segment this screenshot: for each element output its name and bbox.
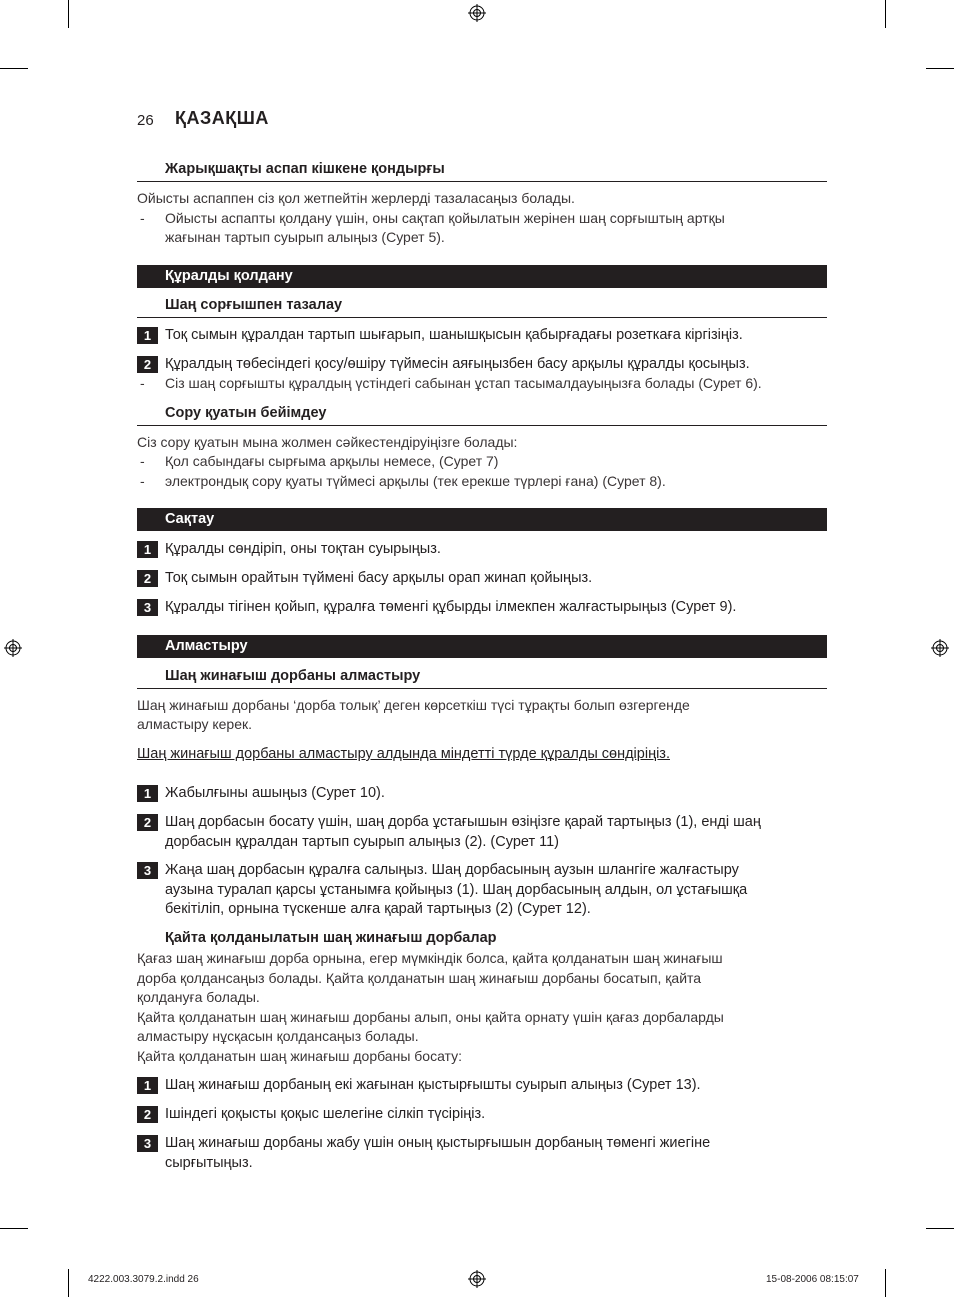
crop-mark [885,1269,886,1297]
section-bar [137,635,827,658]
paragraph: Шаң жинағыш дорбаны ‘дорба толық’ деген көрсеткіш түсі тұрақты болып өзгергенде [137,697,690,713]
step-number: 2 [137,356,158,373]
section-heading [137,297,827,318]
crop-mark [926,1228,954,1229]
registration-mark-icon [468,4,486,22]
footer-file-info: 4222.003.3079.2.indd 26 [88,1274,199,1285]
step-number: 2 [137,1106,158,1123]
section-heading-text: Шаң сорғышпен тазалау [165,297,343,313]
section-bar-title: Құралды қолдану [165,268,293,284]
registration-mark-icon [931,639,949,657]
section-heading [137,668,827,689]
paragraph: Қайта қолданатын шаң жинағыш дорбаны алып, оны қайта орнату үшін қағаз дорбаларды [137,1008,724,1025]
step-number: 1 [137,785,158,802]
section-bar [137,265,827,288]
section-heading [137,405,827,426]
paragraph: дорба қолдансаңыз болады. Қайта қолданатын шаң жинағыш дорбаны босатып, қайта [137,969,702,986]
crop-mark [0,68,28,69]
step-number: 2 [137,570,158,587]
crop-mark [68,1269,69,1297]
section-heading [137,161,827,182]
paragraph: алмастыру нұсқасын қолдансаңыз болады. [137,1028,419,1044]
crop-mark [926,68,954,69]
paragraph: Қайта қолданатын шаң жинағыш дорбаны босату: [137,1047,463,1064]
page-number: 26 [137,112,154,129]
paragraph: Сіз сору қуатын мына жолмен сәйкестендіруіңізге болады: [137,434,518,450]
language-title: ҚАЗАҚША [175,108,269,128]
warning-text: Шаң жинағыш дорбаны алмастыру алдында міндетті түрде құралды сөндіріңіз. [137,746,670,762]
footer-timestamp: 15-08-2006 08:15:07 [766,1274,859,1285]
section-bar [137,508,827,531]
paragraph: алмастыру керек. [137,716,253,732]
step-number: 3 [137,1135,158,1152]
crop-mark [0,1228,28,1229]
paragraph: қолдануға болады. [137,989,260,1005]
crop-mark [68,0,69,28]
registration-mark-icon [468,1270,486,1288]
section-heading-text: Шаң жинағыш дорбаны алмастыру [165,668,421,684]
crop-mark [885,0,886,28]
subsection-title: Қайта қолданылатын шаң жинағыш дорбалар [165,930,497,946]
step-number: 1 [137,1077,158,1094]
section-heading-text: Жарықшақты аспап кішкене қондырғы [165,161,445,177]
step-number: 3 [137,862,158,879]
section-heading-text: Сору қуатын бейімдеу [165,405,327,421]
paragraph: Ойысты аспаппен сіз қол жетпейтін жерлерді тазаласаңыз болады. [137,190,575,206]
step-number: 1 [137,541,158,558]
step-number: 2 [137,814,158,831]
step-number: 1 [137,327,158,344]
step-number: 3 [137,599,158,616]
section-bar-title: Сақтау [165,511,215,527]
section-bar-title: Алмастыру [165,638,248,654]
paragraph: Қағаз шаң жинағыш дорба орнына, егер мүмкіндік болса, қайта қолданатын шаң жинағыш [137,950,723,966]
registration-mark-icon [4,639,22,657]
